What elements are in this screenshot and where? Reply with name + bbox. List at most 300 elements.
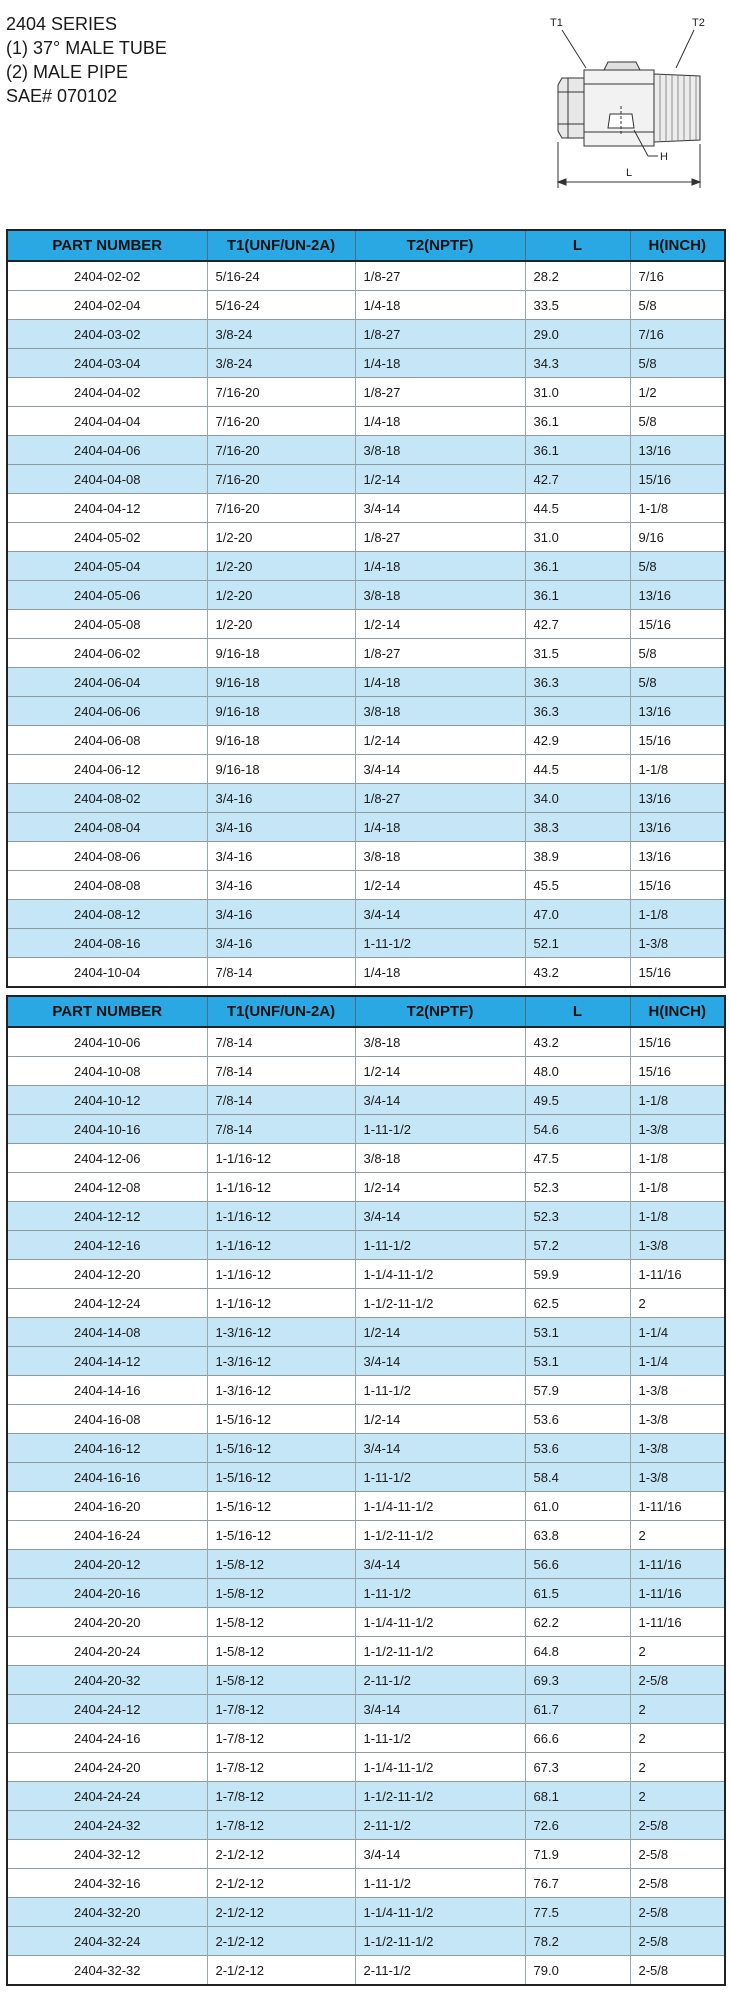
part-number-cell: 2404-04-02	[7, 378, 207, 407]
part-number-cell: 2404-06-12	[7, 755, 207, 784]
t2-cell: 3/8-18	[355, 842, 525, 871]
h-cell: 1-3/8	[630, 1115, 725, 1144]
t1-cell: 7/8-14	[207, 958, 355, 988]
t2-cell: 1/2-14	[355, 610, 525, 639]
l-cell: 36.1	[525, 581, 630, 610]
l-cell: 52.1	[525, 929, 630, 958]
h-cell: 1-1/4	[630, 1318, 725, 1347]
table-row	[7, 668, 725, 697]
t2-cell: 1-11-1/2	[355, 1463, 525, 1492]
h-cell: 2-5/8	[630, 1898, 725, 1927]
t2-cell: 1/4-18	[355, 813, 525, 842]
l-cell: 67.3	[525, 1753, 630, 1782]
t1-cell: 1-7/8-12	[207, 1811, 355, 1840]
l-cell: 72.6	[525, 1811, 630, 1840]
part-number-cell: 2404-08-12	[7, 900, 207, 929]
t1-cell: 1-5/16-12	[207, 1434, 355, 1463]
fitting-diagram	[536, 10, 724, 220]
t1-cell: 7/8-14	[207, 1027, 355, 1057]
h-cell: 5/8	[630, 552, 725, 581]
part-number-cell: 2404-24-24	[7, 1782, 207, 1811]
t2-cell: 1/4-18	[355, 668, 525, 697]
t2-cell: 3/8-18	[355, 697, 525, 726]
h-cell: 13/16	[630, 842, 725, 871]
h-cell: 5/8	[630, 349, 725, 378]
l-cell: 42.7	[525, 610, 630, 639]
t1-cell: 1-1/16-12	[207, 1231, 355, 1260]
l-cell: 47.0	[525, 900, 630, 929]
series-title: 2404 SERIES	[6, 14, 118, 34]
l-cell: 49.5	[525, 1086, 630, 1115]
t1-cell: 3/8-24	[207, 320, 355, 349]
part-number-cell: 2404-06-08	[7, 726, 207, 755]
col-t1: T1(UNF/UN-2A)	[207, 996, 355, 1027]
h-cell: 13/16	[630, 436, 725, 465]
l-cell: 43.2	[525, 958, 630, 988]
l-cell: 38.3	[525, 813, 630, 842]
t1-cell: 1/2-20	[207, 581, 355, 610]
l-cell: 31.5	[525, 639, 630, 668]
part-number-cell: 2404-24-16	[7, 1724, 207, 1753]
part-number-cell: 2404-08-06	[7, 842, 207, 871]
h-cell: 13/16	[630, 581, 725, 610]
t2-cell: 3/4-14	[355, 755, 525, 784]
t1-cell: 2-1/2-12	[207, 1956, 355, 1986]
h-label: H	[660, 151, 668, 163]
l-cell: 64.8	[525, 1637, 630, 1666]
l-cell: 69.3	[525, 1666, 630, 1695]
t2-cell: 3/4-14	[355, 1202, 525, 1231]
t2-cell: 2-11-1/2	[355, 1811, 525, 1840]
t1-cell: 2-1/2-12	[207, 1840, 355, 1869]
part-number-cell: 2404-12-16	[7, 1231, 207, 1260]
table-row	[7, 755, 725, 784]
t1-cell: 1-1/16-12	[207, 1260, 355, 1289]
h-cell: 1-1/8	[630, 1173, 725, 1202]
part-number-cell: 2404-02-04	[7, 291, 207, 320]
t2-cell: 1-1/2-11-1/2	[355, 1637, 525, 1666]
table-row	[7, 1347, 725, 1376]
col-l: L	[525, 230, 630, 261]
t1-cell: 9/16-18	[207, 697, 355, 726]
t2-cell: 1/2-14	[355, 1318, 525, 1347]
table-row	[7, 1492, 725, 1521]
table-row	[7, 291, 725, 320]
t2-cell: 1/2-14	[355, 726, 525, 755]
table-row	[7, 1753, 725, 1782]
part-number-cell: 2404-14-08	[7, 1318, 207, 1347]
t1-cell: 7/8-14	[207, 1086, 355, 1115]
l-cell: 44.5	[525, 494, 630, 523]
table-row	[7, 639, 725, 668]
t1-cell: 1-1/16-12	[207, 1202, 355, 1231]
l-cell: 61.0	[525, 1492, 630, 1521]
t2-cell: 1/2-14	[355, 1057, 525, 1086]
part-number-cell: 2404-16-24	[7, 1521, 207, 1550]
table-row	[7, 1434, 725, 1463]
parts-table-2	[6, 995, 726, 1986]
part-number-cell: 2404-32-16	[7, 1869, 207, 1898]
part-number-cell: 2404-04-04	[7, 407, 207, 436]
t2-cell: 3/4-14	[355, 1434, 525, 1463]
t1-cell: 1-5/16-12	[207, 1405, 355, 1434]
part-number-cell: 2404-06-04	[7, 668, 207, 697]
t1-cell: 2-1/2-12	[207, 1927, 355, 1956]
h-cell: 1-3/8	[630, 929, 725, 958]
h-cell: 2	[630, 1753, 725, 1782]
l-cell: 53.6	[525, 1434, 630, 1463]
part-number-cell: 2404-20-32	[7, 1666, 207, 1695]
h-cell: 1-3/8	[630, 1231, 725, 1260]
col-part-number: PART NUMBER	[7, 230, 207, 261]
t2-cell: 1-1/2-11-1/2	[355, 1927, 525, 1956]
h-cell: 1-3/8	[630, 1463, 725, 1492]
part-number-cell: 2404-24-12	[7, 1695, 207, 1724]
t1-cell: 5/16-24	[207, 291, 355, 320]
h-cell: 15/16	[630, 726, 725, 755]
l-cell: 53.1	[525, 1347, 630, 1376]
t2-cell: 1-11-1/2	[355, 1579, 525, 1608]
t2-cell: 3/4-14	[355, 494, 525, 523]
col-t2: T2(NPTF)	[355, 996, 525, 1027]
t2-cell: 1/2-14	[355, 1173, 525, 1202]
t2-cell: 1/4-18	[355, 291, 525, 320]
part-number-cell: 2404-04-08	[7, 465, 207, 494]
part-number-cell: 2404-08-08	[7, 871, 207, 900]
t1-cell: 9/16-18	[207, 726, 355, 755]
l-cell: 38.9	[525, 842, 630, 871]
t1-cell: 1-5/8-12	[207, 1637, 355, 1666]
table-row	[7, 871, 725, 900]
table-row	[7, 436, 725, 465]
t2-cell: 1/8-27	[355, 320, 525, 349]
part-number-cell: 2404-05-02	[7, 523, 207, 552]
t2-cell: 3/4-14	[355, 1840, 525, 1869]
t1-cell: 1-5/16-12	[207, 1463, 355, 1492]
l-cell: 36.1	[525, 407, 630, 436]
h-cell: 13/16	[630, 813, 725, 842]
t2-cell: 1-1/2-11-1/2	[355, 1289, 525, 1318]
t1-cell: 9/16-18	[207, 668, 355, 697]
part-number-cell: 2404-05-06	[7, 581, 207, 610]
h-cell: 2-5/8	[630, 1840, 725, 1869]
t2-label: T2	[692, 17, 705, 29]
t1-cell: 1-7/8-12	[207, 1782, 355, 1811]
l-cell: 68.1	[525, 1782, 630, 1811]
t1-cell: 1-1/16-12	[207, 1173, 355, 1202]
l-cell: 43.2	[525, 1027, 630, 1057]
table-row	[7, 349, 725, 378]
l-cell: 63.8	[525, 1521, 630, 1550]
table-row	[7, 552, 725, 581]
l-cell: 29.0	[525, 320, 630, 349]
part-number-cell: 2404-10-08	[7, 1057, 207, 1086]
t2-cell: 1-11-1/2	[355, 1869, 525, 1898]
table-row	[7, 1027, 725, 1057]
t1-cell: 1-5/16-12	[207, 1492, 355, 1521]
table-row	[7, 697, 725, 726]
t1-cell: 3/4-16	[207, 900, 355, 929]
t1-cell: 7/16-20	[207, 436, 355, 465]
table-row	[7, 1057, 725, 1086]
t1-cell: 3/4-16	[207, 784, 355, 813]
l-cell: 59.9	[525, 1260, 630, 1289]
table-row	[7, 1376, 725, 1405]
t2-cell: 1-11-1/2	[355, 1724, 525, 1753]
h-cell: 15/16	[630, 610, 725, 639]
part-number-cell: 2404-12-06	[7, 1144, 207, 1173]
l-cell: 71.9	[525, 1840, 630, 1869]
table-row	[7, 1782, 725, 1811]
table-row	[7, 784, 725, 813]
l-cell: 62.5	[525, 1289, 630, 1318]
tube-type-line: (1) 37° MALE TUBE	[6, 38, 167, 58]
table-row	[7, 1463, 725, 1492]
part-number-cell: 2404-08-16	[7, 929, 207, 958]
table-row	[7, 465, 725, 494]
h-cell: 2-5/8	[630, 1666, 725, 1695]
t1-cell: 3/4-16	[207, 871, 355, 900]
table-row	[7, 1260, 725, 1289]
t2-cell: 1-11-1/2	[355, 1376, 525, 1405]
part-number-cell: 2404-20-12	[7, 1550, 207, 1579]
table-row	[7, 1318, 725, 1347]
col-l: L	[525, 996, 630, 1027]
h-cell: 2	[630, 1695, 725, 1724]
part-number-cell: 2404-16-20	[7, 1492, 207, 1521]
t1-cell: 3/4-16	[207, 842, 355, 871]
t2-cell: 1-1/4-11-1/2	[355, 1898, 525, 1927]
t1-cell: 1-5/8-12	[207, 1579, 355, 1608]
h-cell: 2-5/8	[630, 1927, 725, 1956]
t1-cell: 1-7/8-12	[207, 1724, 355, 1753]
h-cell: 15/16	[630, 1057, 725, 1086]
t1-cell: 1-3/16-12	[207, 1318, 355, 1347]
t2-cell: 1/4-18	[355, 958, 525, 988]
pipe-type-line: (2) MALE PIPE	[6, 62, 129, 82]
t2-cell: 1-1/4-11-1/2	[355, 1753, 525, 1782]
t2-cell: 1/2-14	[355, 465, 525, 494]
table-header-row	[7, 230, 725, 261]
h-cell: 1-11/16	[630, 1550, 725, 1579]
l-cell: 62.2	[525, 1608, 630, 1637]
h-cell: 2	[630, 1521, 725, 1550]
table-row	[7, 1289, 725, 1318]
table-row	[7, 1202, 725, 1231]
part-number-cell: 2404-04-06	[7, 436, 207, 465]
l-cell: 61.5	[525, 1579, 630, 1608]
h-cell: 1-1/8	[630, 494, 725, 523]
t1-cell: 7/16-20	[207, 494, 355, 523]
part-number-cell: 2404-16-08	[7, 1405, 207, 1434]
part-number-cell: 2404-16-12	[7, 1434, 207, 1463]
h-cell: 15/16	[630, 871, 725, 900]
t1-cell: 1-5/8-12	[207, 1608, 355, 1637]
part-number-cell: 2404-20-16	[7, 1579, 207, 1608]
l-cell: 45.5	[525, 871, 630, 900]
t1-cell: 1/2-20	[207, 610, 355, 639]
part-number-cell: 2404-05-08	[7, 610, 207, 639]
t2-cell: 1/8-27	[355, 639, 525, 668]
table-row	[7, 1724, 725, 1753]
h-cell: 5/8	[630, 639, 725, 668]
t1-cell: 5/16-24	[207, 261, 355, 291]
h-cell: 2-5/8	[630, 1869, 725, 1898]
l-label: L	[626, 167, 633, 179]
table-row	[7, 1521, 725, 1550]
l-cell: 33.5	[525, 291, 630, 320]
table-row	[7, 1579, 725, 1608]
t2-cell: 3/8-18	[355, 1144, 525, 1173]
table-row	[7, 320, 725, 349]
t2-cell: 1-11-1/2	[355, 929, 525, 958]
h-cell: 9/16	[630, 523, 725, 552]
h-cell: 1-3/8	[630, 1376, 725, 1405]
h-cell: 1-3/8	[630, 1405, 725, 1434]
t1-cell: 2-1/2-12	[207, 1869, 355, 1898]
col-t1: T1(UNF/UN-2A)	[207, 230, 355, 261]
h-cell: 2	[630, 1289, 725, 1318]
t1-cell: 3/8-24	[207, 349, 355, 378]
col-part-number: PART NUMBER	[7, 996, 207, 1027]
t1-cell: 2-1/2-12	[207, 1898, 355, 1927]
t2-cell: 3/8-18	[355, 581, 525, 610]
h-cell: 2-5/8	[630, 1956, 725, 1986]
h-cell: 13/16	[630, 784, 725, 813]
h-cell: 15/16	[630, 958, 725, 988]
t2-cell: 3/8-18	[355, 1027, 525, 1057]
part-number-cell: 2404-32-32	[7, 1956, 207, 1986]
t2-cell: 1/4-18	[355, 407, 525, 436]
t1-cell: 1-1/16-12	[207, 1289, 355, 1318]
l-cell: 36.1	[525, 436, 630, 465]
t1-cell: 1-3/16-12	[207, 1347, 355, 1376]
l-cell: 52.3	[525, 1202, 630, 1231]
l-cell: 42.7	[525, 465, 630, 494]
t2-cell: 1/8-27	[355, 523, 525, 552]
l-cell: 78.2	[525, 1927, 630, 1956]
table-row	[7, 1898, 725, 1927]
t1-label: T1	[550, 17, 563, 29]
l-cell: 31.0	[525, 378, 630, 407]
part-number-cell: 2404-02-02	[74, 268, 141, 284]
t1-cell: 7/8-14	[207, 1057, 355, 1086]
t1-cell: 1-7/8-12	[207, 1753, 355, 1782]
table-row	[7, 1405, 725, 1434]
t2-cell: 3/4-14	[355, 1086, 525, 1115]
table-row	[7, 1608, 725, 1637]
t1-cell: 1-5/16-12	[207, 1521, 355, 1550]
table-row	[7, 523, 725, 552]
t1-cell: 1-5/8-12	[207, 1666, 355, 1695]
t1-cell: 1/2-20	[207, 523, 355, 552]
h-cell: 5/8	[630, 407, 725, 436]
t2-cell: 1/4-18	[355, 552, 525, 581]
h-cell: 1/2	[630, 378, 725, 407]
part-number-cell: 2404-04-12	[7, 494, 207, 523]
h-cell: 2	[630, 1724, 725, 1753]
t2-cell: 1/2-14	[355, 871, 525, 900]
table-header-row	[7, 996, 725, 1027]
l-cell: 56.6	[525, 1550, 630, 1579]
t2-cell: 1-1/4-11-1/2	[355, 1260, 525, 1289]
table-row	[7, 1811, 725, 1840]
h-cell: 1-11/16	[630, 1492, 725, 1521]
h-cell: 1-1/8	[630, 1086, 725, 1115]
table-row	[7, 929, 725, 958]
t1-cell: 1-7/8-12	[207, 1695, 355, 1724]
col-t2: T2(NPTF)	[355, 230, 525, 261]
t2-cell: 1/8-27	[355, 261, 525, 291]
table-row	[7, 1637, 725, 1666]
t2-cell: 3/8-18	[355, 436, 525, 465]
t2-cell: 3/4-14	[355, 900, 525, 929]
l-cell: 52.3	[525, 1173, 630, 1202]
l-cell: 47.5	[525, 1144, 630, 1173]
h-cell: 1-11/16	[630, 1608, 725, 1637]
h-cell: 2	[630, 1637, 725, 1666]
l-cell: 53.1	[525, 1318, 630, 1347]
table-row	[7, 1695, 725, 1724]
table-row	[7, 1231, 725, 1260]
table-row	[7, 1927, 725, 1956]
l-cell: 77.5	[525, 1898, 630, 1927]
l-cell: 66.6	[525, 1724, 630, 1753]
t2-cell: 1-11-1/2	[355, 1231, 525, 1260]
h-cell: 1-11/16	[630, 1579, 725, 1608]
t2-cell: 3/4-14	[355, 1695, 525, 1724]
t2-cell: 1-1/2-11-1/2	[355, 1782, 525, 1811]
l-cell: 31.0	[525, 523, 630, 552]
l-cell: 34.0	[525, 784, 630, 813]
t2-cell: 1/8-27	[355, 378, 525, 407]
h-cell: 15/16	[630, 1027, 725, 1057]
h-cell: 5/8	[630, 291, 725, 320]
table-row	[7, 813, 725, 842]
col-h: H(INCH)	[630, 230, 725, 261]
sae-number-line: SAE# 070102	[6, 86, 118, 106]
t2-cell: 2-11-1/2	[355, 1956, 525, 1986]
t1-cell: 7/16-20	[207, 407, 355, 436]
h-cell: 2	[630, 1782, 725, 1811]
h-cell: 7/16	[630, 320, 725, 349]
part-number-cell: 2404-05-04	[7, 552, 207, 581]
part-number-cell: 2404-32-20	[7, 1898, 207, 1927]
t1-cell: 7/16-20	[207, 378, 355, 407]
part-number-cell: 2404-12-12	[7, 1202, 207, 1231]
table-row	[7, 407, 725, 436]
part-number-cell: 2404-16-16	[7, 1463, 207, 1492]
h-cell: 1-1/8	[630, 1202, 725, 1231]
part-number-cell: 2404-14-16	[7, 1376, 207, 1405]
part-number-cell: 2404-10-06	[74, 1034, 141, 1050]
l-cell: 57.9	[525, 1376, 630, 1405]
h-cell: 1-11/16	[630, 1260, 725, 1289]
part-number-cell: 2404-10-16	[7, 1115, 207, 1144]
table-row	[7, 610, 725, 639]
h-cell: 1-1/8	[630, 1144, 725, 1173]
table-row	[7, 261, 725, 291]
h-cell: 1-1/4	[630, 1347, 725, 1376]
h-cell: 1-3/8	[630, 1434, 725, 1463]
part-number-cell: 2404-10-04	[7, 958, 207, 988]
part-number-cell: 2404-12-08	[7, 1173, 207, 1202]
t1-cell: 9/16-18	[207, 639, 355, 668]
h-cell: 15/16	[630, 465, 725, 494]
table-row	[7, 378, 725, 407]
part-number-cell: 2404-10-12	[7, 1086, 207, 1115]
t2-cell: 1-11-1/2	[355, 1115, 525, 1144]
